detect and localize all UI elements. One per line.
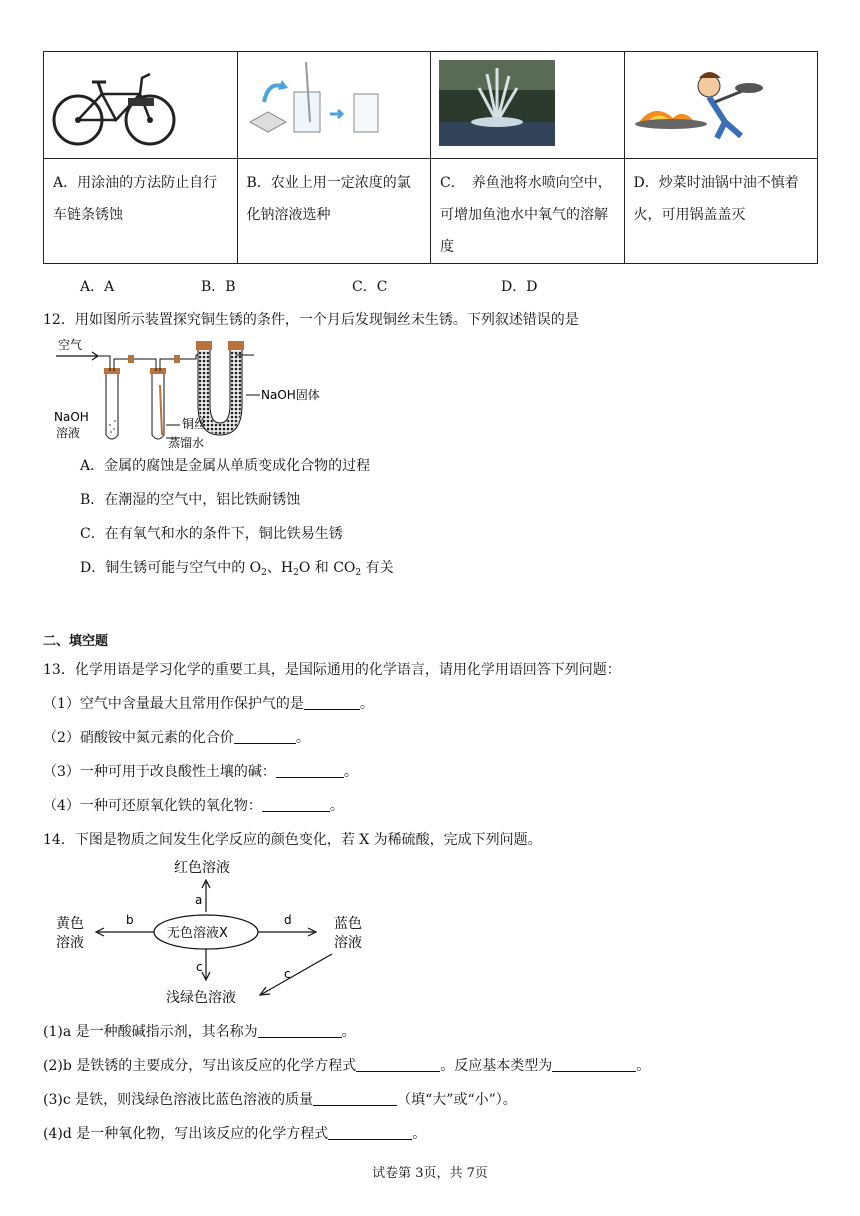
q13-item-3: （3）一种可用于改良酸性土壤的碱： 。 [43, 764, 358, 780]
q14-item-4: (4)d 是一种氧化物，写出该反应的化学方程式 。 [43, 1126, 427, 1142]
q11-choice-d[interactable]: D．D [501, 279, 538, 295]
q13-item-2: （2）硝酸铵中氮元素的化合价 。 [43, 730, 310, 746]
answer-blank[interactable] [262, 797, 330, 812]
q14-stem: 14．下图是物质之间发生化学反应的颜色变化，若 X 为稀硫酸，完成下列问题。 [43, 832, 542, 848]
cell-b-caption: B．农业上用一定浓度的氯化钠溶液选种 [237, 159, 431, 264]
beaker-seed-selection-icon [238, 52, 423, 154]
answer-blank[interactable] [356, 1057, 440, 1072]
q11-choice-a[interactable]: A．A [80, 279, 115, 295]
q13-stem: 13．化学用语是学习化学的重要工具，是国际通用的化学语言，请用化学用语回答下列问题： [43, 662, 621, 678]
q11-choice-c[interactable]: C．C [352, 279, 388, 295]
cell-a-caption: A．用涂油的方法防止自行车链条锈蚀 [44, 159, 238, 264]
cook-fire-icon [625, 52, 820, 154]
answer-blank[interactable] [313, 1091, 397, 1106]
q14-item-2: (2)b 是铁锈的主要成分，写出该反应的化学方程式 。反应基本类型为 。 [43, 1058, 651, 1074]
bicycle-icon [44, 52, 219, 154]
label-distilled-water: 蒸馏水 [168, 436, 205, 450]
label-center: 无色溶液X [167, 926, 228, 941]
label-copper-wire: 铜丝 [182, 417, 207, 431]
q14-reaction-diagram [48, 854, 378, 1010]
q12-option-d[interactable]: D．铜生锈可能与空气中的 $O_2$、$H_2O$ 和 $CO_2$ 有关 [80, 560, 394, 578]
cell-b-image [237, 52, 431, 159]
fountain-photo-icon [431, 52, 631, 154]
cell-d-image [624, 52, 818, 159]
answer-blank[interactable] [552, 1057, 636, 1072]
label-blue-1: 蓝色 [334, 916, 362, 932]
label-b: b [126, 913, 134, 927]
label-naoh-solid: NaOH固体 [261, 388, 320, 402]
answer-blank[interactable] [258, 1023, 342, 1038]
cell-d-caption: D．炒菜时油锅中油不慎着火，可用锅盖盖灭 [624, 159, 818, 264]
label-yellow-1: 黄色 [56, 916, 84, 932]
q13-item-1: （1）空气中含量最大且常用作保护气的是 。 [43, 696, 374, 712]
label-c2: c [284, 967, 291, 981]
label-blue-2: 溶液 [334, 935, 362, 951]
q12-option-c[interactable]: C．在有氧气和水的条件下，铜比铁易生锈 [80, 526, 343, 542]
label-yellow-2: 溶液 [56, 935, 84, 951]
q12-apparatus-diagram [50, 335, 350, 450]
label-red-solution: 红色溶液 [174, 860, 230, 876]
q12-option-b[interactable]: B．在潮湿的空气中，铝比铁耐锈蚀 [80, 492, 301, 508]
answer-blank[interactable] [328, 1125, 412, 1140]
answer-blank[interactable] [234, 729, 296, 744]
cell-c-caption: C． 养鱼池将水喷向空中，可增加鱼池水中氧气的溶解度 [431, 159, 625, 264]
cell-a-image [44, 52, 238, 159]
section-title: 二、填空题 [43, 634, 109, 649]
label-air: 空气 [58, 338, 83, 352]
label-d: d [284, 913, 292, 927]
label-c1: c [196, 960, 203, 974]
label-naoh-solution-2: 溶液 [56, 426, 81, 440]
q13-item-4: （4）一种可还原氧化铁的氧化物： 。 [43, 798, 344, 814]
label-pale-green: 浅绿色溶液 [166, 990, 236, 1006]
answer-blank[interactable] [276, 763, 344, 778]
q12-option-a[interactable]: A．金属的腐蚀是金属从单质变成化合物的过程 [80, 458, 371, 474]
options-table [43, 51, 818, 264]
page-footer: 试卷第 3页，共 7页 [372, 1166, 488, 1181]
label-naoh-solution-1: NaOH [54, 410, 89, 424]
answer-blank[interactable] [304, 695, 360, 710]
cell-c-image [431, 52, 625, 159]
q14-item-3: (3)c 是铁，则浅绿色溶液比蓝色溶液的质量 （填“大”或“小”）。 [43, 1092, 517, 1108]
q11-choice-b[interactable]: B．B [201, 279, 236, 295]
label-a: a [195, 893, 203, 907]
q12-stem: 12．用如图所示装置探究铜生锈的条件，一个月后发现铜丝未生锈。下列叙述错误的是 [43, 312, 579, 328]
q14-item-1: (1)a 是一种酸碱指示剂，其名称为 。 [43, 1024, 356, 1040]
